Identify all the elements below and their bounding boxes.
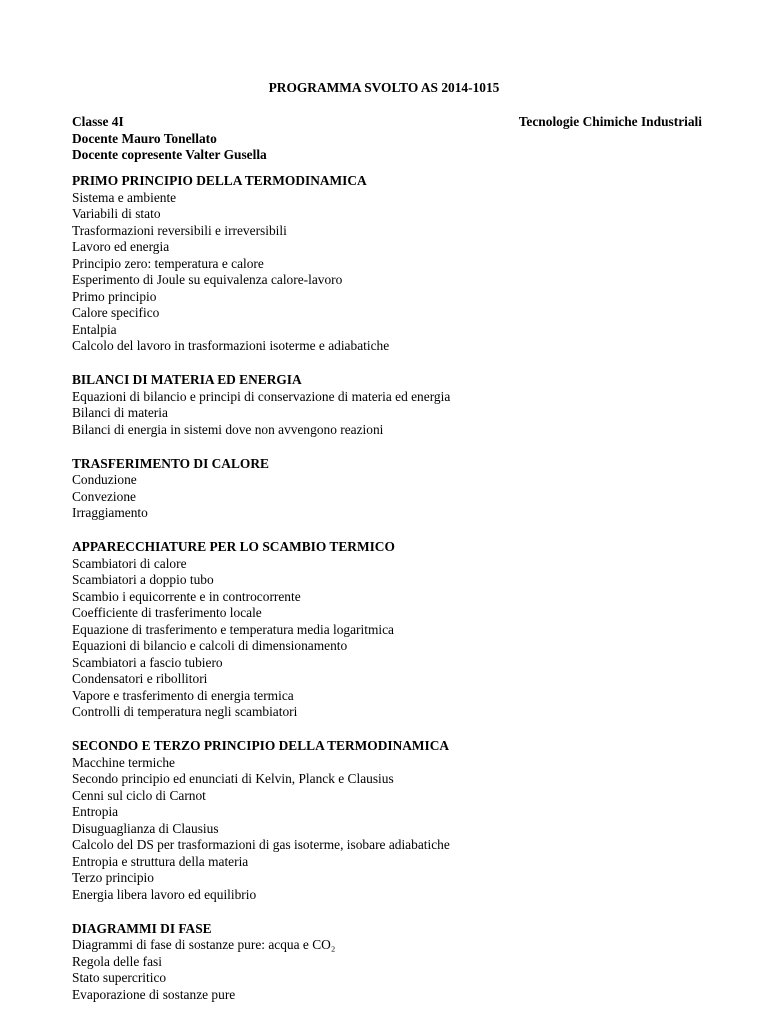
section-item: Calcolo del lavoro in trasformazioni isoterme e adiabatiche xyxy=(72,338,390,353)
section-item: Trasformazioni reversibili e irreversibili xyxy=(72,222,287,238)
section-item: Condensatori e ribollitori xyxy=(72,671,208,686)
section-item: Scambiatori di calore xyxy=(72,555,187,571)
section-title: DIAGRAMMI DI FASE xyxy=(72,920,212,936)
section-item: Irraggiamento xyxy=(72,505,148,520)
section-title: APPARECCHIATURE PER LO SCAMBIO TERMICO xyxy=(72,539,395,554)
section-title: BILANCI DI MATERIA ED ENERGIA xyxy=(72,372,302,387)
program-section xyxy=(72,173,712,355)
class-line: Classe 4I xyxy=(72,114,124,129)
section-item: Terzo principio xyxy=(72,870,154,885)
section-item: Entropia xyxy=(72,804,119,819)
section-item: Bilanci di materia xyxy=(72,405,168,420)
section-item: Disuguaglianza di Clausius xyxy=(72,820,219,836)
program-section xyxy=(72,738,712,903)
section-item: Scambio i equicorrente e in controcorrente xyxy=(72,588,301,604)
section-item: Equazioni di bilancio e calcoli di dimensionamento xyxy=(72,638,348,653)
section-item: Primo principio xyxy=(72,288,157,304)
section-title: SECONDO E TERZO PRINCIPIO DELLA TERMODINAMICA xyxy=(72,738,450,753)
section-item: Coefficiente di trasferimento locale xyxy=(72,605,262,620)
section-item: Equazioni di bilancio e principi di conservazione di materia ed energia xyxy=(72,388,451,404)
section-item: Conduzione xyxy=(72,472,137,487)
section-item: Vapore e trasferimento di energia termica xyxy=(72,687,294,703)
section-item: Regola delle fasi xyxy=(72,953,162,969)
section-item: Bilanci di energia in sistemi dove non avvengono reazioni xyxy=(72,421,384,437)
section-item: Controlli di temperatura negli scambiatori xyxy=(72,704,298,719)
section-item: Cenni sul ciclo di Carnot xyxy=(72,787,206,803)
section-title: TRASFERIMENTO DI CALORE xyxy=(72,455,269,471)
document-title: PROGRAMMA SVOLTO AS 2014-1015 xyxy=(268,80,500,95)
section-item: Equazione di trasferimento e temperatura media logaritmica xyxy=(72,621,394,637)
teacher-line: Docente Mauro Tonellato xyxy=(72,130,217,146)
section-title: PRIMO PRINCIPIO DELLA TERMODINAMICA xyxy=(72,173,367,188)
section-item: Calcolo del DS per trasformazioni di gas isoterme, isobare adiabatiche xyxy=(72,837,450,852)
section-item: Lavoro ed energia xyxy=(72,239,170,254)
program-section xyxy=(72,539,712,721)
section-item: Sistema e ambiente xyxy=(72,189,177,205)
program-section xyxy=(72,372,712,438)
section-item: Macchine termiche xyxy=(72,754,175,770)
coteacher-line: Docente copresente Valter Gusella xyxy=(72,147,267,162)
section-item: Variabili di stato xyxy=(72,206,161,221)
section-item: Evaporazione di sostanze pure xyxy=(72,986,236,1002)
section-item: Scambiatori a doppio tubo xyxy=(72,572,214,587)
section-item: Convezione xyxy=(72,488,136,504)
section-item: Diagrammi di fase di sostanze pure: acqua e CO₂ xyxy=(72,937,336,952)
section-item: Entropia e struttura della materia xyxy=(72,853,249,869)
section-item: Secondo principio ed enunciati di Kelvin, Planck e Clausius xyxy=(72,771,394,786)
program-sections xyxy=(72,173,712,1021)
section-item: Calore specifico xyxy=(72,305,160,320)
section-item: Energia libera lavoro ed equilibrio xyxy=(72,886,257,902)
program-section xyxy=(72,921,712,1004)
section-item: Entalpia xyxy=(72,321,117,337)
program-section xyxy=(72,456,712,522)
section-item: Principio zero: temperatura e calore xyxy=(72,255,264,271)
subject-name: Tecnologie Chimiche Industriali xyxy=(518,114,702,129)
section-item: Esperimento di Joule su equivalenza calore-lavoro xyxy=(72,272,343,287)
section-item: Stato supercritico xyxy=(72,970,167,985)
section-item: Scambiatori a fascio tubiero xyxy=(72,654,223,670)
